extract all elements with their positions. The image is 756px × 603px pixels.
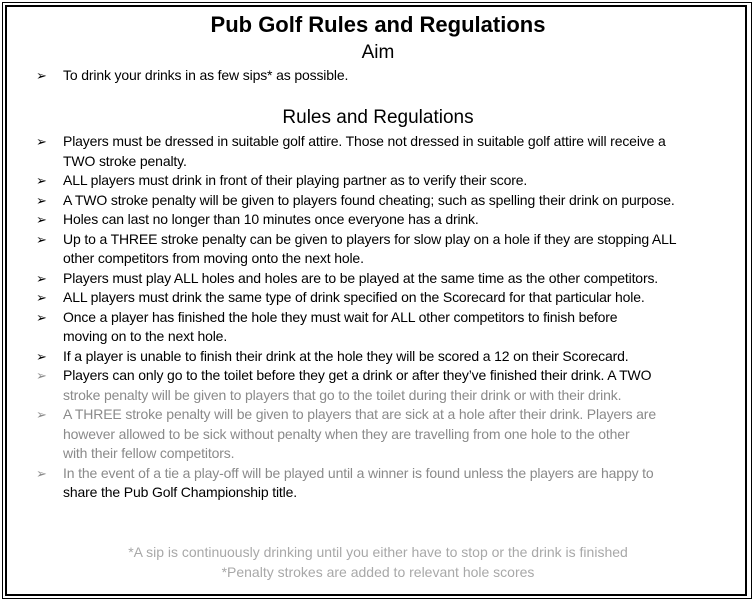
arrowhead-bullet-icon: ➢	[36, 68, 47, 83]
arrowhead-bullet-icon: ➢	[36, 192, 47, 208]
arrowhead-bullet-icon: ➢	[36, 465, 47, 481]
list-item	[36, 366, 746, 405]
list-item-text: To drink your drinks in as few sips* as possible.	[63, 67, 349, 83]
arrowhead-bullet-icon: ➢	[36, 290, 47, 305]
list-item-text: Players must play ALL holes and holes are to be played at the same time as the other competitors.	[63, 269, 659, 286]
list-item	[36, 288, 746, 308]
list-item-text: ALL players must drink the same type of drink specified on the Scorecard for that particular hole.	[63, 289, 645, 305]
list-item	[36, 464, 746, 503]
footnotes	[0, 542, 756, 582]
footnote-sip: *A sip is continuously drinking until you either have to stop or the drink is finished	[128, 544, 628, 560]
arrowhead-bullet-icon: ➢	[36, 368, 47, 383]
list-item	[36, 308, 746, 347]
list-item-text: however allowed to be sick without penalty when they are travelling from one hole to the other	[63, 425, 630, 442]
list-item	[36, 66, 746, 86]
aim-list	[36, 66, 746, 86]
list-item-text: stroke penalty will be given to players that go to the toilet during their drink or with their drink.	[63, 386, 622, 403]
list-item-text: share the Pub Golf Championship title.	[63, 484, 297, 500]
arrowhead-bullet-icon: ➢	[36, 407, 47, 422]
list-item	[36, 132, 746, 171]
list-item	[36, 347, 746, 367]
list-item-text: other competitors from moving onto the next hole.	[63, 250, 364, 266]
list-item-text: Holes can last no longer than 10 minutes once everyone has a drink.	[63, 211, 479, 227]
list-item	[36, 230, 746, 269]
list-item	[36, 171, 746, 191]
arrowhead-bullet-icon: ➢	[36, 348, 47, 364]
list-item-text: A TWO stroke penalty will be given to players found cheating; such as spelling their drink on purpose.	[63, 191, 675, 208]
aim-heading: Aim	[361, 42, 395, 63]
arrowhead-bullet-icon: ➢	[36, 212, 47, 227]
arrowhead-bullet-icon: ➢	[36, 231, 47, 247]
arrowhead-bullet-icon: ➢	[36, 270, 47, 286]
list-item	[36, 269, 746, 289]
list-item-text: In the event of a tie a play-off will be played until a winner is found unless the players are happy to	[63, 464, 654, 481]
arrowhead-bullet-icon: ➢	[36, 134, 47, 149]
list-item	[36, 405, 746, 464]
list-item-text: If a player is unable to finish their drink at the hole they will be scored a 12 on their Scorecard.	[63, 347, 629, 364]
list-item-text: with their fellow competitors.	[63, 445, 235, 461]
rules-heading: Rules and Regulations	[282, 107, 474, 128]
list-item-text: Players can only go to the toilet before they get a drink or after they’ve finished their drink. A TWO	[63, 367, 652, 383]
list-item-text: moving on to the next hole.	[63, 328, 228, 344]
footnote-penalty: *Penalty strokes are added to relevant hole scores	[221, 564, 535, 580]
page-title: Pub Golf Rules and Regulations	[210, 12, 546, 37]
list-item-text: TWO stroke penalty.	[63, 152, 187, 169]
arrowhead-bullet-icon: ➢	[36, 309, 47, 325]
list-item	[36, 210, 746, 230]
list-item-text: Up to a THREE stroke penalty can be given to players for slow play on a hole if they are stopping ALL	[63, 230, 677, 247]
list-item-text: Players must be dressed in suitable golf attire. Those not dressed in suitable golf attire will receive a	[63, 133, 666, 149]
list-item-text: Once a player has finished the hole they must wait for ALL other competitors to finish before	[63, 308, 618, 325]
list-item	[36, 191, 746, 211]
rules-list	[36, 132, 746, 503]
arrowhead-bullet-icon: ➢	[36, 173, 47, 188]
list-item-text: ALL players must drink in front of their playing partner as to verify their score.	[63, 172, 528, 188]
list-item-text: A THREE stroke penalty will be given to players that are sick at a hole after their drink. Players are	[63, 406, 656, 422]
